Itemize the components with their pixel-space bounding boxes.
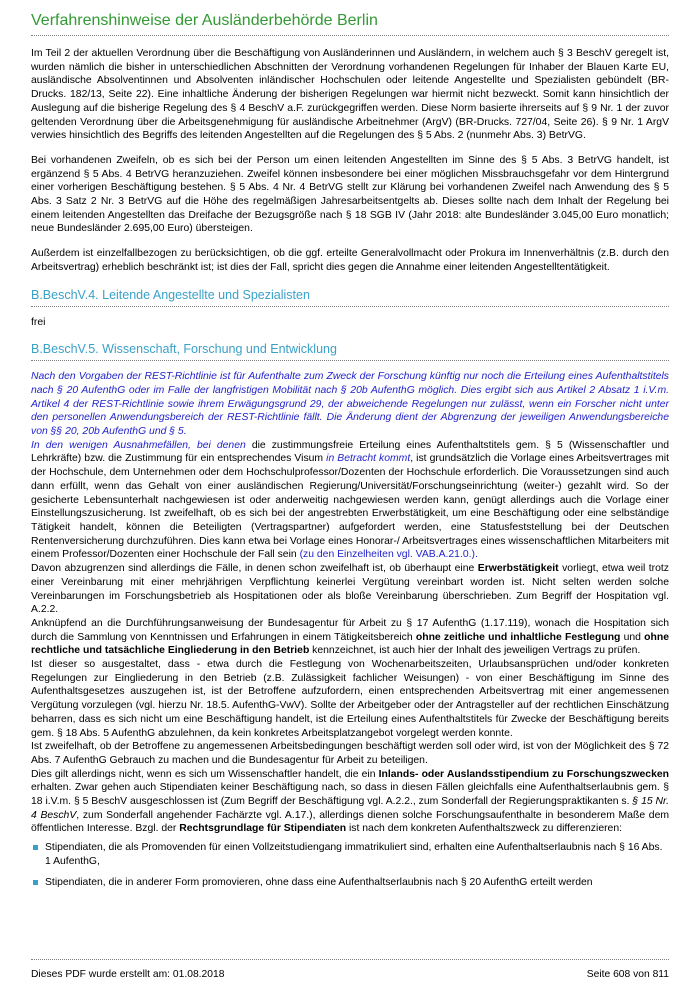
list-item-text: Stipendiaten, die als Promovenden für einen Vollzeitstudiengang immatrikuliert sind, erhalten eine Aufenthaltserlaubnis nach § 16 Abs. 1 AufenthG, xyxy=(45,842,663,867)
paragraph-ausnahmefaelle xyxy=(31,439,669,562)
text-segment: die zustimmungsfreie Erteilung eines Aufenthaltstitels gem. § 5 (Wissenschaftler und Lehrkräfte) bzw. die Zustimmung für ein entsprechendes Visum xyxy=(31,439,670,465)
text-segment: , ist grundsätzlich die Vorlage eines Arbeitsvertrages mit der Hochschule, dem Unternehmen oder dem Hochschulprofessor/Dozenten der Hochschule erforderlich. Die Voraussetzungen sind auch dann erfüllt, wenn das Gehalt von einer ausländischen Regierung/Universität/Forschungseinrichtung (weiter-) gezahlt wird. So der gesicherte Lebensunterhalt nachgewiesen ist oder anderweitig nachgewiesen werden kann, genügt allerdings auch die Vorlage einer Einstellungszusicherung. Ist zweifelhaft, ob es sich bei der angestrebten Erwerbstätigkeit, um eine Beschäftigung oder eine selbständige Tätigkeit handelt, können die Beteiligten (Vertragspartner) aufgefordert werden, eine Statusfeststellung bei der Deutschen Rentenversicherung durchzuführen. Dies kann etwa bei Vorlage eines Honorar-/ Arbeitsvertrages eines wissenschaftlichen Mitarbeiters mit einem Professor/Dozenten einer Hochschule der Fall sein xyxy=(31,453,669,561)
text-segment: Rechtsgrundlage für Stipendiaten xyxy=(179,823,347,835)
text-segment: ohne zeitliche und inhaltliche Festlegung xyxy=(415,631,621,643)
text-segment: ohne rechtliche und tatsächliche Eingliederung in den Betrieb xyxy=(31,631,669,657)
list-item xyxy=(31,841,669,868)
paragraph-generalvollmacht: Außerdem ist einzelfallbezogen zu berücksichtigen, ob die ggf. erteilte Generalvollmacht oder Prokura im Innenverhältnis (z.B. durch den Arbeitsvertrag) erheblich beschränkt ist; ist dies der Fall, spricht dies gegen die Annahme einer leitenden Angestelltentätigkeit. xyxy=(31,248,669,273)
paragraph-stipendium xyxy=(31,768,669,837)
paragraph-arbeitsbedingungen: Ist zweifelhaft, ob der Betroffene zu angemessenen Arbeitsbedingungen beschäftigt werden soll oder wird, ist von der Möglichkeit des § 72 Abs. 7 AufenthG Gebrauch zu machen und die Bundesagentur für Arbeit zu beteiligen. xyxy=(31,741,669,766)
text-segment: Erwerbstätigkeit xyxy=(477,563,559,575)
text-segment: ist nach dem konkreten Aufenthaltszweck zu differenzieren: xyxy=(346,823,622,835)
text-segment: erhalten. Zwar gehen auch Stipendiaten keiner Beschäftigung nach, so dass in diesen Fällen gleichfalls eine Aufenthaltserlaubnis gem. § 18 i.V.m. § 5 BeschV ausgeschlossen ist (Zum Begriff der Beschäftigung vgl. A.2.2., zum Sonderfall der Regierungspraktikanten s. xyxy=(31,782,669,808)
paragraph-hospitation-definition xyxy=(31,617,669,658)
section-heading-beschv5: B.BeschV.5. Wissenschaft, Forschung und Entwicklung xyxy=(31,342,669,361)
text-segment: kennzeichnet, ist auch hier der Inhalt des jeweiligen Vertrags zu prüfen. xyxy=(309,645,641,657)
list-item xyxy=(31,876,669,890)
paragraph-vertragsausgestaltung: Ist dieser so ausgestaltet, dass - etwa durch die Festlegung von Wochenarbeitszeiten, Urlaubsansprüchen und/oder konkreten Regelungen zur Eingliederung in den Betrieb (z.B. Zulässigkeit fachlicher Weisungen) - von einer Beschäftigung im Sinne des Aufenthaltsgesetzes auszugehen ist, ist der Betroffene aufzufordern, einen entsprechenden Arbeitsvertrag mit einer angemessenen Vergütung vorzulegen (vgl. hierzu Nr. 18.5. AufenthG-VwV). Sollte der Arbeitgeber oder der Antragsteller auf der rechtlichen Einschätzung beharren, dass es sich nicht um eine Beschäftigung handelt, ist die Erteilung eines Aufenthaltstitels für Zwecke der Beschäftigung bereits gem. § 18 Abs. 5 AufenthG abzulehnen, da kein konkretes Arbeitsplatzangebot vorgelegt werden konnte. xyxy=(31,659,669,739)
cross-reference-link[interactable]: (zu den Einzelheiten vgl. VAB.A.21.0.). xyxy=(299,549,478,561)
paragraph-beschv3-history: Im Teil 2 der aktuellen Verordnung über die Beschäftigung von Ausländerinnen und Ausländern, in welchem auch § 3 BeschV geregelt ist, wurden nämlich die bisher in unterschiedlichen Abschnitten der Verordnung vorhandenen Regelungen für Inhaber der Blauen Karte EU, ausländische Absolventinnen und Absolventen inländischer Hochschulen oder leitende Angestellte und Spezialisten gebündelt (BR-Drucks. 182/13, Seite 22). Eine inhaltliche Änderung der bisherigen Regelungen war hiermit nicht bezweckt. Somit kann hinsichtlich der Auslegung auf die bisherige Regelung des § 4 BeschV a.F. zurückgegriffen werden. Diese Norm basierte ihrerseits auf § 9 Nr. 1 der zuvor geltenden Verordnung über die Arbeitsgenehmigung für ausländische Arbeitnehmer (ArgV) (BR-Drucks. 727/04, Seite 26). § 9 Nr. 1 ArgV verwies hinsichtlich des Begriffs des leitenden Angestellten auf die Regelungen des § 5 Abs. 2 (nunmehr Abs. 3) BetrVG. xyxy=(31,48,669,142)
footer-page-number: Seite 608 von 811 xyxy=(586,969,669,980)
text-segment: In den wenigen Ausnahmefällen, bei denen xyxy=(31,439,246,451)
text-segment: Anknüpfend an die Durchführungsanweisung der Bundesagentur für Arbeit zu § 17 AufenthG (1.17.119), wonach die Hospitation sich durch die Sammlung von Kenntnissen und Erfahrungen in einem Tätigkeitsbereich xyxy=(31,617,669,643)
text-segment: in Betracht kommt xyxy=(326,453,411,465)
page-footer xyxy=(31,959,669,981)
paragraph-zweifel-betrvg: Bei vorhandenen Zweifeln, ob es sich bei der Person um einen leitenden Angestellten im Sinne des § 5 Abs. 3 BetrVG handelt, ist ergänzend § 5 Abs. 4 BetrVG heranzuziehen. Zweifel können insbesondere bei einer möglichen Missbrauchsgefahr vor dem Hintergrund einer vorherigen Beschäftigung bestehen. § 5 Abs. 4 Nr. 4 BetrVG stellt zur Klärung bei vorhandenen Zweifel nach Anwendung des § 5 Abs. 3 Satz 2 Nr. 3 BetrVG auf die Höhe des regelmäßigen Jahresarbeitsentgelts ab. Dieses sollte nach dem Inhalt der Regelung bei einem leitenden Angestellten das Dreifache der Bezugsgröße nach § 18 SGB IV (Jahr 2018: alte Bundesländer 3.045,00 Euro monatlich; neue Bundesländer 2.695,00 Euro) übersteigen. xyxy=(31,154,669,235)
page-title: Verfahrenshinweise der Ausländerbehörde Berlin xyxy=(31,12,669,36)
text-segment: und xyxy=(620,631,645,643)
text-segment: Davon abzugrenzen sind allerdings die Fälle, in denen schon zweifelhaft ist, ob überhaupt eine xyxy=(31,563,478,575)
text-segment: § 15 Nr. 4 BeschV xyxy=(31,796,669,821)
paragraph-abgrenzung-erwerbstaetigkeit xyxy=(31,562,669,617)
bullet-square-icon xyxy=(33,880,38,885)
list-item-text: Stipendiaten, die in anderer Form promovieren, ohne dass eine Aufenthaltserlaubnis nach § 20 AufenthG erteilt werden xyxy=(45,876,593,888)
footer-created-date: Dieses PDF wurde erstellt am: 01.08.2018 xyxy=(31,969,225,980)
section-heading-beschv4: B.BeschV.4. Leitende Angestellte und Spezialisten xyxy=(31,288,669,307)
text-segment: Inlands- oder Auslandsstipendium zu Forschungszwecken xyxy=(378,768,669,780)
text-segment: , zum Sonderfall angehender Fachärzte vgl. A.17.), allerdings dienen solche Forschungsaufenthalte in besonderem Maße dem öffentlichen Interesse. Bzgl. der xyxy=(31,809,670,835)
paragraph-rest-richtlinie: Nach den Vorgaben der REST-Richtlinie ist für Aufenthalte zum Zweck der Forschung künftig nur noch die Erteilung eines Aufenthaltstitels nach § 20 AufenthG oder im Falle der langfristigen Mobilität nach § 20b AufenthG möglich. Dies ergibt sich aus Artikel 2 Absatz 1 i.V.m. Artikel 4 der REST-Richtlinie sowie ihrem Erwägungsgrund 29, der abweichende Regelungen nur zulässt, wenn ein Forscher nicht unter den personellen Anwendungsbereich der REST-Richtlinie fällt. Die Änderung dient der Abgrenzung der jeweiligen Anwendungsbereiche von §§ 20, 20b AufenthG und § 5. xyxy=(31,371,669,438)
text-segment: Dies gilt allerdings nicht, wenn es sich um Wissenschaftler handelt, die ein xyxy=(31,768,379,780)
bullet-square-icon xyxy=(33,845,38,850)
bullet-list-stipendiaten xyxy=(31,841,669,889)
paragraph-frei: frei xyxy=(31,316,46,328)
text-segment: vorliegt, etwa weil trotz einer Vereinbarung mit einer mehrjährigen Verpflichtung keinerlei Vergütung vereinbart worden ist. Nicht selten werden solche Vereinbarungen im Forschungsbetrieb als Hospitationen oder als bloße Vereinbarung überschrieben. Zum Begriff der Hospitation vgl. A.2.2. xyxy=(31,563,669,616)
